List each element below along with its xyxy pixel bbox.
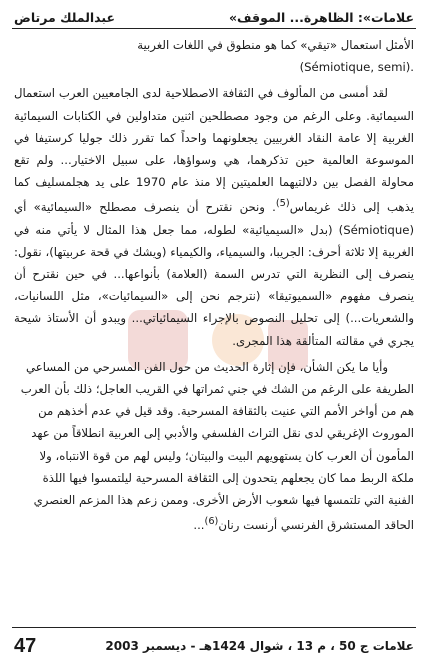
article-title: «علامات»: الظاهرة... الموقف	[228, 9, 414, 25]
paragraph-2-cont: . ونحن نقترح أن ينصرف مصطلح «السيمائية» أي	[14, 200, 276, 215]
paragraph-1	[14, 34, 414, 78]
paragraph-2-term: (Sémiotique)	[338, 222, 414, 237]
footer-divider	[12, 627, 416, 628]
paragraph-3-text: وأيا ما يكن الشأن، فإن إثارة الحديث من حول الفن المسرحي من المساعي الطريفة على الرغم من الشك في جني ثمراتها في القريب العاجل؛ ذلك بأن العرب هم من أواخر الأمم التي عنيت بالثقافة المسرحية. وقد قيل في عدم أخذهم من الموروث الإغريقي لدى نقل التراث الفلسفي والأدبي إلى العربية انطلاقاً من عهد المأمون أن العرب كان يستهويهم البيت والبيتان؛ وليس لهم من قوة الانتباه، ولا ملكة الربط مما كان يجعلهم يتحدون إلى الثقافة المسرحية ليلتمسوا فيها اللذة الفنية التي تلتمسها فيها شعوب الأرض الأخرى. وممن زعم هذا المزعم العنصري الحاقد المستشرق الفرنسي أرنست رنان	[20, 359, 414, 533]
paragraph-2	[14, 82, 414, 351]
running-header	[14, 6, 414, 28]
footnote-ref-6[interactable]: (6)	[204, 516, 219, 528]
paragraph-2-text: لقد أمسى من المألوف في الثقافة الاصطلاحية لدى الجامعيين العرب استعمال السيمائية. وعلى الرغم من وجود مصطلحين اثنين متداولين في الكتابات السيمائية الغربية إلا عامة النقاد الغربيين يجعلونهما واحداً كما تقرر ذلك جوليا كرستيفا في الموسوعة العالمية حين تذكرهما، هي وسواؤها، على سبيل الاختيار... ولم تقع محاولة الفصل بين دلالتيهما العلميتين إلا منذ عام 1970 على يد هجلمسليف كما يذهب إلى ذلك غريماس	[14, 86, 414, 215]
paragraph-3-end: ...	[193, 518, 205, 533]
journal-issue: علامات ج 50 ، م 13 ، شوال 1424هـ - ديسمبر 2003	[105, 639, 414, 653]
page-number: 47	[14, 634, 37, 657]
paragraph-1-term: (Sémiotique, semi).	[299, 60, 414, 75]
footnote-ref-5[interactable]: (5)	[275, 198, 290, 210]
paragraph-2-cont-2: (بدل «السيميائية» لطوله، مما جعل هذا المثال لا يأتي منه في الغربية إلا ثلاثة أحرف: الجريبا، والسيمياء، والكيمياء (ويشك في قحة عربيتها)، نقول: ينصرف إلى النظرية التي تدرس السمة (العلامة) بأنواعها... في حين نقترح أن ينصرف مفهوم «السميوتيقا» (نترجم نحن إلى «السيمائيات»، مثل اللسانيات، والشعريات...) إلى تحليل النصوص بالإجراء السيمائياتي... ويبدو أن الأستاذ شيحة يجري في مقالته المتألقة هذا المجرى.	[14, 222, 414, 348]
page-footer	[14, 633, 414, 659]
article-body	[14, 34, 414, 616]
paragraph-1-line-1: الأمثل استعمال «تيقي» كما هو منطوق في اللغات الغربية	[137, 38, 414, 52]
header-divider	[12, 28, 416, 29]
paragraph-3	[14, 356, 414, 537]
author-name: عبدالملك مرتاض	[14, 9, 116, 25]
